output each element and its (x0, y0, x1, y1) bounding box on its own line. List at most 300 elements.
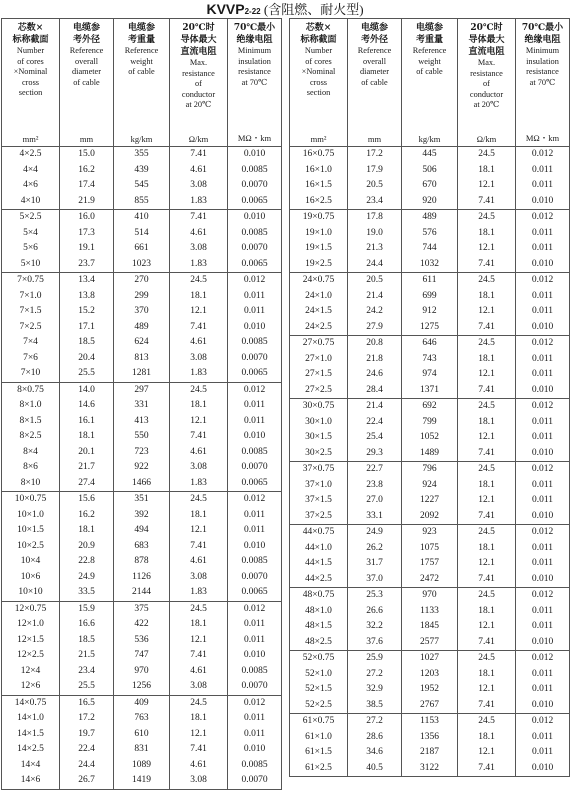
header-cn-text: 电缆参 (127, 23, 155, 33)
cell-weight: 670 (402, 178, 458, 194)
cell-weight: 494 (114, 523, 170, 539)
cell-max-resistance: 12.1 (170, 523, 228, 539)
table-row (2, 414, 282, 430)
header-core-section (290, 19, 348, 147)
cell-insulation-resistance: 0.012 (516, 714, 570, 730)
cell-max-resistance: 24.5 (170, 382, 228, 398)
cell-core-section: 10×1.0 (2, 508, 60, 524)
cell-core-section: 61×2.5 (290, 761, 348, 777)
cell-weight: 661 (114, 241, 170, 257)
table-header-row (290, 19, 570, 147)
table-row (290, 572, 570, 588)
cell-outer-diameter: 27.2 (348, 714, 402, 730)
cell-insulation-resistance: 0.011 (228, 727, 282, 743)
table-row (290, 320, 570, 336)
cell-core-section: 52×1.5 (290, 682, 348, 698)
cell-insulation-resistance: 0.0070 (228, 570, 282, 586)
cell-insulation-resistance: 0.012 (516, 210, 570, 226)
cell-core-section: 61×0.75 (290, 714, 348, 730)
header-en-text: Number (304, 46, 333, 55)
cell-outer-diameter: 34.6 (348, 745, 402, 761)
cell-weight: 2187 (402, 745, 458, 761)
cell-outer-diameter: 15.2 (60, 304, 114, 320)
header-cn-text: 考外径 (72, 35, 100, 45)
cell-core-section: 44×0.75 (290, 525, 348, 541)
cell-outer-diameter: 33.5 (60, 585, 114, 601)
cell-core-section: 7×1.5 (2, 304, 60, 320)
cell-outer-diameter: 28.6 (348, 730, 402, 746)
cell-outer-diameter: 18.5 (60, 335, 114, 351)
cell-outer-diameter: 40.5 (348, 761, 402, 777)
cell-weight: 489 (114, 320, 170, 336)
cell-outer-diameter: 24.9 (60, 570, 114, 586)
cell-weight: 545 (114, 178, 170, 194)
header-cn-text: 20℃时 (182, 23, 215, 33)
header-unit: mm (367, 134, 382, 144)
cell-max-resistance: 1.83 (170, 476, 228, 492)
cell-max-resistance: 24.5 (458, 336, 516, 352)
cell-core-section: 24×2.5 (290, 320, 348, 336)
cell-insulation-resistance: 0.010 (228, 539, 282, 555)
cell-core-section: 48×1.5 (290, 619, 348, 635)
header-en-text: Minimum (237, 46, 272, 55)
cell-insulation-resistance: 0.011 (516, 493, 570, 509)
cell-max-resistance: 7.41 (458, 509, 516, 525)
cell-insulation-resistance: 0.011 (228, 711, 282, 727)
cell-core-section: 10×2.5 (2, 539, 60, 555)
cell-weight: 550 (114, 429, 170, 445)
cell-outer-diameter: 18.5 (60, 633, 114, 649)
cell-max-resistance: 7.41 (458, 194, 516, 210)
cell-core-section: 12×2.5 (2, 648, 60, 664)
header-unit: MΩ・km (525, 133, 560, 143)
cell-weight: 912 (402, 304, 458, 320)
header-en-text: Reference (69, 46, 104, 55)
table-row (290, 257, 570, 273)
left-table-body (2, 147, 282, 790)
table-row (2, 508, 282, 524)
cell-weight: 1757 (402, 556, 458, 572)
header-en-text: conductor (469, 89, 504, 99)
cell-outer-diameter: 25.5 (60, 366, 114, 382)
cell-max-resistance: 24.5 (458, 273, 516, 289)
cell-max-resistance: 3.08 (170, 679, 228, 695)
cell-max-resistance: 24.5 (458, 525, 516, 541)
cell-max-resistance: 24.5 (458, 210, 516, 226)
cell-weight: 409 (114, 695, 170, 711)
cell-outer-diameter: 27.9 (348, 320, 402, 336)
cell-insulation-resistance: 0.010 (516, 635, 570, 651)
header-unit: Ω/km (188, 134, 209, 144)
cell-outer-diameter: 27.2 (348, 667, 402, 683)
cell-outer-diameter: 13.8 (60, 289, 114, 305)
cell-insulation-resistance: 0.0070 (228, 679, 282, 695)
cell-weight: 1466 (114, 476, 170, 492)
cell-core-section: 7×6 (2, 351, 60, 367)
cell-max-resistance: 7.41 (170, 320, 228, 336)
cell-weight: 799 (402, 415, 458, 431)
cell-outer-diameter: 20.5 (348, 273, 402, 289)
cell-weight: 1032 (402, 257, 458, 273)
cell-outer-diameter: 20.9 (60, 539, 114, 555)
cell-core-section: 10×1.5 (2, 523, 60, 539)
cell-weight: 489 (402, 210, 458, 226)
cell-core-section: 12×4 (2, 664, 60, 680)
cell-insulation-resistance: 0.010 (516, 194, 570, 210)
cell-outer-diameter: 15.0 (60, 147, 114, 163)
header-en-text: Reference (412, 46, 447, 55)
header-cn-text: 70℃最小 (521, 23, 564, 33)
cell-outer-diameter: 24.2 (348, 304, 402, 320)
cell-weight: 410 (114, 210, 170, 226)
table-row (290, 273, 570, 289)
header-outer-diameter (348, 19, 402, 147)
table-row (2, 664, 282, 680)
cell-weight: 514 (114, 226, 170, 242)
cell-outer-diameter: 13.4 (60, 273, 114, 289)
cell-core-section: 48×0.75 (290, 588, 348, 604)
cell-core-section: 14×4 (2, 758, 60, 774)
cable-model-suffix: (含阻燃、耐火型) (263, 2, 364, 17)
cell-outer-diameter: 26.2 (348, 541, 402, 557)
cell-insulation-resistance: 0.011 (516, 430, 570, 446)
cell-weight: 445 (402, 147, 458, 163)
cell-weight: 1256 (114, 679, 170, 695)
cell-outer-diameter: 29.3 (348, 446, 402, 462)
cell-max-resistance: 24.5 (458, 588, 516, 604)
cell-max-resistance: 4.61 (170, 664, 228, 680)
header-en-text: ×Nominal (301, 67, 336, 76)
table-row (2, 773, 282, 789)
cell-weight: 1952 (402, 682, 458, 698)
cell-outer-diameter: 19.1 (60, 241, 114, 257)
cell-core-section: 52×2.5 (290, 698, 348, 714)
cell-max-resistance: 4.61 (170, 445, 228, 461)
cell-weight: 610 (114, 727, 170, 743)
header-cn-text: 直流电阻 (468, 47, 505, 57)
cell-outer-diameter: 37.0 (348, 572, 402, 588)
cell-outer-diameter: 17.4 (60, 178, 114, 194)
cell-outer-diameter: 19.0 (348, 226, 402, 242)
cell-insulation-resistance: 0.012 (516, 462, 570, 478)
table-row (290, 352, 570, 368)
header-max-resistance (170, 19, 228, 147)
cell-max-resistance: 7.41 (170, 742, 228, 758)
table-row (2, 304, 282, 320)
cell-weight: 1052 (402, 430, 458, 446)
cell-core-section: 4×10 (2, 194, 60, 210)
header-cn-text: 芯数× (305, 23, 332, 33)
cell-core-section: 4×4 (2, 163, 60, 179)
cell-weight: 974 (402, 367, 458, 383)
cell-insulation-resistance: 0.0085 (228, 664, 282, 680)
cell-weight: 763 (114, 711, 170, 727)
cell-weight: 299 (114, 289, 170, 305)
cell-max-resistance: 4.61 (170, 335, 228, 351)
header-en-text: of cable (416, 67, 443, 76)
cell-core-section: 8×1.5 (2, 414, 60, 430)
cell-insulation-resistance: 0.0065 (228, 194, 282, 210)
cell-insulation-resistance: 0.0085 (228, 335, 282, 351)
cell-max-resistance: 1.83 (170, 257, 228, 273)
cell-core-section: 8×1.0 (2, 398, 60, 414)
table-row (2, 147, 282, 163)
cell-core-section: 24×0.75 (290, 273, 348, 289)
table-row (2, 163, 282, 179)
cell-outer-diameter: 23.4 (60, 664, 114, 680)
cell-max-resistance: 18.1 (458, 541, 516, 557)
table-row (2, 758, 282, 774)
cell-outer-diameter: 25.9 (348, 651, 402, 667)
cell-weight: 2092 (402, 509, 458, 525)
cell-outer-diameter: 18.1 (60, 523, 114, 539)
header-unit: mm² (22, 134, 39, 144)
cell-outer-diameter: 19.7 (60, 727, 114, 743)
cell-weight: 813 (114, 351, 170, 367)
cell-weight: 1133 (402, 604, 458, 620)
cell-core-section: 7×1.0 (2, 289, 60, 305)
cell-max-resistance: 24.5 (458, 714, 516, 730)
cell-max-resistance: 4.61 (170, 226, 228, 242)
cell-max-resistance: 12.1 (170, 304, 228, 320)
cell-max-resistance: 1.83 (170, 585, 228, 601)
cell-insulation-resistance: 0.012 (516, 588, 570, 604)
cell-max-resistance: 7.41 (458, 320, 516, 336)
table-row (2, 382, 282, 398)
table-row (290, 761, 570, 777)
cell-core-section: 52×1.0 (290, 667, 348, 683)
cell-insulation-resistance: 0.010 (516, 572, 570, 588)
table-row (290, 478, 570, 494)
cell-core-section: 44×2.5 (290, 572, 348, 588)
table-row (290, 619, 570, 635)
cell-outer-diameter: 23.4 (348, 194, 402, 210)
cell-insulation-resistance: 0.011 (228, 289, 282, 305)
cell-max-resistance: 18.1 (458, 163, 516, 179)
header-cn-text: 导体最大 (468, 35, 505, 45)
table-row (2, 476, 282, 492)
header-en-text: section (18, 88, 43, 97)
header-cn-text: 导体最大 (180, 35, 217, 45)
cell-core-section: 8×2.5 (2, 429, 60, 445)
cell-outer-diameter: 24.4 (348, 257, 402, 273)
cell-outer-diameter: 17.8 (348, 210, 402, 226)
header-en-text: of cable (361, 77, 388, 87)
header-en-text: at 20℃ (473, 100, 500, 109)
cell-max-resistance: 18.1 (170, 711, 228, 727)
header-cn-text: 70℃最小 (233, 23, 276, 33)
cell-max-resistance: 24.5 (170, 601, 228, 617)
cell-outer-diameter: 37.6 (348, 635, 402, 651)
header-en-text: of cable (73, 77, 100, 87)
header-en-text: cross (309, 77, 328, 87)
header-en-text: diameter (71, 67, 102, 76)
cell-insulation-resistance: 0.012 (516, 273, 570, 289)
cell-max-resistance: 12.1 (458, 619, 516, 635)
table-row (2, 633, 282, 649)
cell-weight: 920 (402, 194, 458, 210)
cell-weight: 270 (114, 273, 170, 289)
cell-outer-diameter: 32.2 (348, 619, 402, 635)
cell-insulation-resistance: 0.0085 (228, 226, 282, 242)
table-row (290, 304, 570, 320)
cell-insulation-resistance: 0.0065 (228, 366, 282, 382)
cell-insulation-resistance: 0.012 (228, 601, 282, 617)
cell-core-section: 7×2.5 (2, 320, 60, 336)
cell-max-resistance: 7.41 (458, 761, 516, 777)
cell-max-resistance: 12.1 (170, 414, 228, 430)
header-en-text: section (306, 88, 331, 97)
cell-core-section: 16×1.0 (290, 163, 348, 179)
cell-max-resistance: 7.41 (458, 383, 516, 399)
table-row (290, 367, 570, 383)
header-cn-text: 电缆参 (360, 23, 388, 33)
cell-insulation-resistance: 0.010 (228, 429, 282, 445)
cell-core-section: 19×1.5 (290, 241, 348, 257)
cell-weight: 1275 (402, 320, 458, 336)
cell-insulation-resistance: 0.012 (228, 273, 282, 289)
cell-max-resistance: 12.1 (458, 745, 516, 761)
cell-core-section: 16×2.5 (290, 194, 348, 210)
cell-insulation-resistance: 0.0070 (228, 460, 282, 476)
cell-max-resistance: 18.1 (458, 352, 516, 368)
cell-max-resistance: 3.08 (170, 460, 228, 476)
header-en-text: weight (130, 56, 153, 66)
cell-outer-diameter: 14.6 (60, 398, 114, 414)
table-row (2, 210, 282, 226)
cell-weight: 1075 (402, 541, 458, 557)
cell-outer-diameter: 31.7 (348, 556, 402, 572)
header-en-text: Number (16, 46, 45, 55)
cell-core-section: 37×1.0 (290, 478, 348, 494)
header-en-text: of cores (17, 56, 44, 66)
cell-max-resistance: 1.83 (170, 366, 228, 382)
cell-outer-diameter: 21.5 (60, 648, 114, 664)
cell-weight: 375 (114, 601, 170, 617)
cell-core-section: 48×1.0 (290, 604, 348, 620)
cell-outer-diameter: 21.8 (348, 352, 402, 368)
header-cn-text: 直流电阻 (180, 47, 217, 57)
cell-core-section: 5×2.5 (2, 210, 60, 226)
cell-max-resistance: 7.41 (170, 648, 228, 664)
table-row (290, 541, 570, 557)
table-row (2, 429, 282, 445)
cell-max-resistance: 12.1 (458, 493, 516, 509)
table-row (2, 492, 282, 508)
table-row (290, 399, 570, 415)
cell-insulation-resistance: 0.011 (516, 745, 570, 761)
cell-insulation-resistance: 0.0065 (228, 585, 282, 601)
header-en-text: resistance (526, 67, 559, 76)
cell-outer-diameter: 25.4 (348, 430, 402, 446)
cell-max-resistance: 7.41 (170, 147, 228, 163)
table-row (290, 604, 570, 620)
cell-insulation-resistance: 0.010 (516, 320, 570, 336)
cell-insulation-resistance: 0.011 (228, 304, 282, 320)
cell-max-resistance: 12.1 (458, 682, 516, 698)
header-cn-text: 20℃时 (470, 23, 503, 33)
cell-outer-diameter: 24.9 (348, 525, 402, 541)
header-en-text: at 70℃ (529, 77, 556, 87)
table-row (2, 727, 282, 743)
table-row (290, 682, 570, 698)
table-row (290, 383, 570, 399)
cell-outer-diameter: 24.6 (348, 367, 402, 383)
cable-model: KVVP (206, 1, 245, 17)
table-row (290, 241, 570, 257)
cell-outer-diameter: 21.3 (348, 241, 402, 257)
table-row (2, 523, 282, 539)
cell-weight: 878 (114, 554, 170, 570)
cell-core-section: 30×1.5 (290, 430, 348, 446)
cell-weight: 1126 (114, 570, 170, 586)
cell-max-resistance: 3.08 (170, 570, 228, 586)
cell-outer-diameter: 17.2 (60, 711, 114, 727)
cell-weight: 624 (114, 335, 170, 351)
cell-insulation-resistance: 0.011 (516, 241, 570, 257)
cell-core-section: 12×1.5 (2, 633, 60, 649)
cell-insulation-resistance: 0.012 (516, 399, 570, 415)
cell-core-section: 8×0.75 (2, 382, 60, 398)
table-row (2, 445, 282, 461)
table-row (290, 178, 570, 194)
table-row (290, 714, 570, 730)
cell-weight: 392 (114, 508, 170, 524)
cell-core-section: 19×1.0 (290, 226, 348, 242)
header-insulation-resistance (516, 19, 570, 147)
table-row (2, 273, 282, 289)
table-row (290, 525, 570, 541)
cell-max-resistance: 18.1 (458, 478, 516, 494)
cell-core-section: 30×0.75 (290, 399, 348, 415)
cell-weight: 1845 (402, 619, 458, 635)
table-row (290, 194, 570, 210)
cell-max-resistance: 24.5 (458, 147, 516, 163)
table-row (290, 226, 570, 242)
header-en-text: overall (362, 56, 387, 66)
cell-core-section: 14×1.0 (2, 711, 60, 727)
table-row (2, 695, 282, 711)
cell-outer-diameter: 22.4 (60, 742, 114, 758)
cell-weight: 723 (114, 445, 170, 461)
cell-core-section: 5×10 (2, 257, 60, 273)
cell-core-section: 8×6 (2, 460, 60, 476)
table-row (2, 711, 282, 727)
header-en-text: of cores (305, 56, 332, 66)
table-row (2, 320, 282, 336)
cell-max-resistance: 7.41 (170, 210, 228, 226)
cell-core-section: 12×1.0 (2, 617, 60, 633)
cell-weight: 923 (402, 525, 458, 541)
cell-outer-diameter: 20.4 (60, 351, 114, 367)
table-row (290, 635, 570, 651)
cell-weight: 413 (114, 414, 170, 430)
cell-insulation-resistance: 0.012 (516, 525, 570, 541)
header-weight (114, 19, 170, 147)
table-row (2, 648, 282, 664)
left-spec-table-panel (1, 18, 281, 790)
table-row (290, 415, 570, 431)
cell-weight: 743 (402, 352, 458, 368)
cell-insulation-resistance: 0.011 (516, 226, 570, 242)
cell-core-section: 7×10 (2, 366, 60, 382)
header-en-text: conductor (181, 89, 216, 99)
cell-insulation-resistance: 0.011 (516, 556, 570, 572)
header-unit: kg/km (130, 134, 153, 144)
table-row (2, 335, 282, 351)
cell-weight: 2144 (114, 585, 170, 601)
cell-weight: 439 (114, 163, 170, 179)
